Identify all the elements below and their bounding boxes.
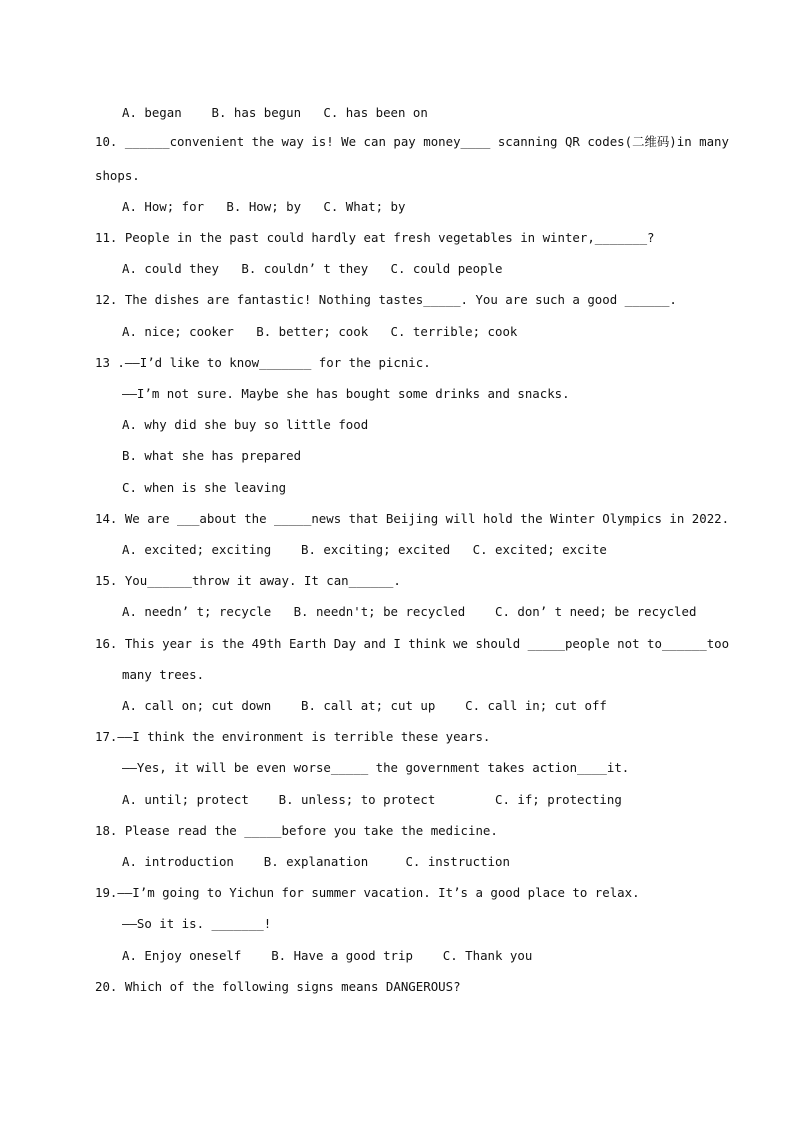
q18-stem: 18. Please read the _____before you take the medicine. [95,823,498,838]
q19-stem: 19.——I’m going to Yichun for summer vacation. It’s a good place to relax. [95,885,640,900]
q18-options: A. introduction B. explanation C. instruction [122,854,510,869]
q17-dialogue-reply: ——Yes, it will be even worse_____ the government takes action____it. [122,760,630,775]
q20-stem: 20. Which of the following signs means DANGEROUS? [95,979,461,994]
q15-stem: 15. You______throw it away. It can______. [95,573,401,588]
q11-stem: 11. People in the past could hardly eat fresh vegetables in winter,_______? [95,230,655,245]
q14-stem: 14. We are ___about the _____news that Beijing will hold the Winter Olympics in 2022. [95,511,730,526]
q12-options: A. nice; cooker B. better; cook C. terrible; cook [122,324,518,339]
q12-stem: 12. The dishes are fantastic! Nothing tastes_____. You are such a good ______. [95,292,677,307]
q16-stem: 16. This year is the 49th Earth Day and I think we should _____people not to______too [95,636,730,651]
q16-stem-continued: many trees. [122,667,205,682]
q13-option-c: C. when is she leaving [122,480,287,495]
q13-option-b: B. what she has prepared [122,448,302,463]
q17-stem: 17.——I think the environment is terrible these years. [95,729,491,744]
q14-options: A. excited; exciting B. exciting; excited C. excited; excite [122,542,607,557]
q10-options: A. How; for B. How; by C. What; by [122,199,406,214]
q17-options: A. until; protect B. unless; to protect C. if; protecting [122,792,622,807]
q13-dialogue-reply: ——I’m not sure. Maybe she has bought some drinks and snacks. [122,386,570,401]
q13-option-a: A. why did she buy so little food [122,417,369,432]
q11-options: A. could they B. couldn’ t they C. could people [122,261,503,276]
q16-options: A. call on; cut down B. call at; cut up C. call in; cut off [122,698,607,713]
q13-stem: 13 .——I’d like to know_______ for the picnic. [95,355,431,370]
q10-stem-continued: shops. [95,168,140,183]
q19-dialogue-reply: ——So it is. _______! [122,916,272,931]
q10-stem: 10. ______convenient the way is! We can pay money____ scanning QR codes(二维码)in many [95,134,729,149]
q19-options: A. Enjoy oneself B. Have a good trip C. Thank you [122,948,533,963]
q15-options: A. needn’ t; recycle B. needn't; be recycled C. don’ t need; be recycled [122,604,697,619]
q9-options: A. began B. has begun C. has been on [122,105,428,120]
